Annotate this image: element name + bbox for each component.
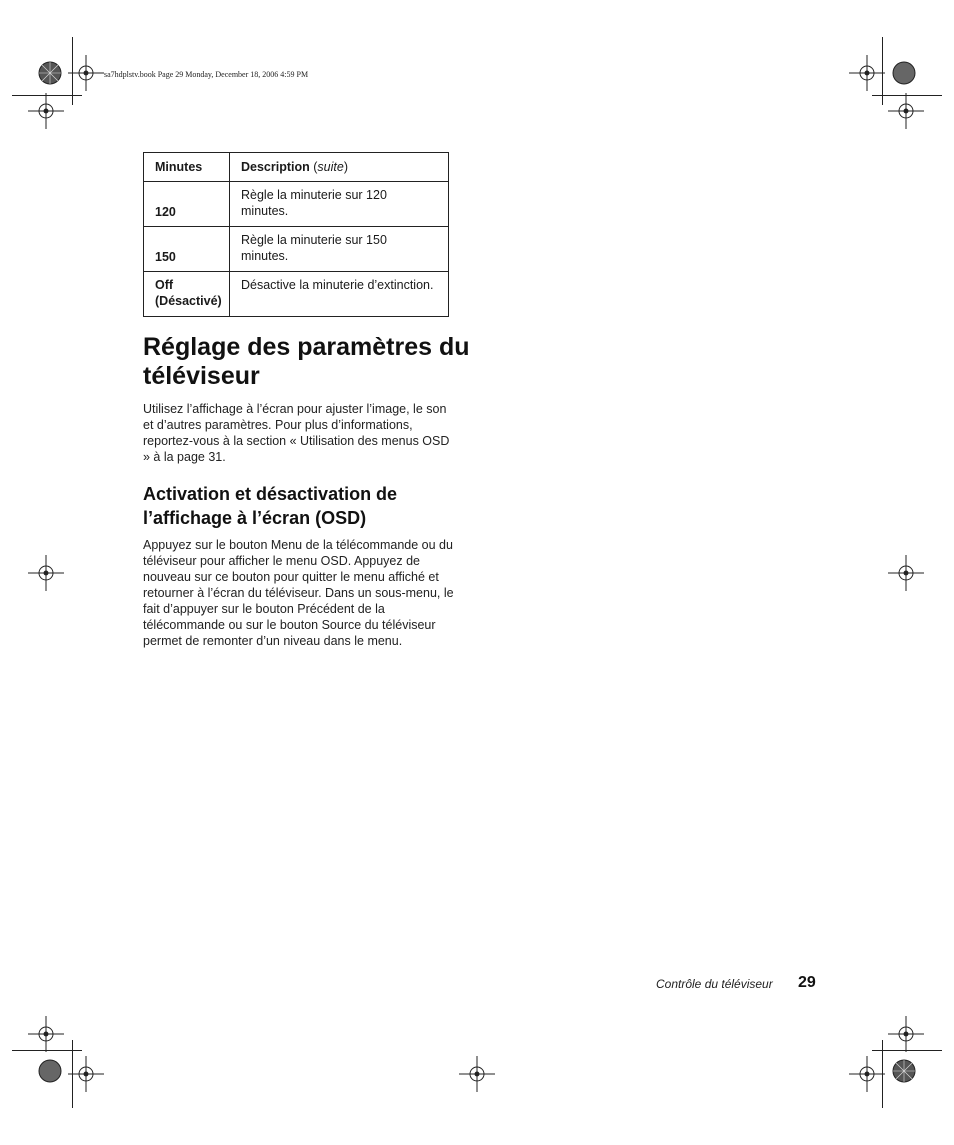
registration-mark-icon — [888, 1016, 924, 1052]
registration-mark-icon — [28, 1016, 64, 1052]
registration-mark-icon — [888, 93, 924, 129]
header-minutes: Minutes — [144, 153, 230, 182]
page-number: 29 — [798, 974, 816, 991]
registration-mark-icon — [849, 1056, 885, 1092]
registration-mark-icon — [888, 555, 924, 591]
row-minutes: 150 — [144, 227, 230, 272]
registration-mark-icon — [68, 55, 104, 91]
row-description: Règle la minuterie sur 120 minutes. — [230, 182, 449, 227]
table-row — [144, 227, 449, 272]
starburst-icon — [892, 1059, 916, 1083]
section-intro: Utilisez l’affichage à l’écran pour ajuster l’image, le son et d’autres paramètres. Pour plus d’informations, reportez-vous à la section « Utilisation des menus OSD » à la page 31. — [143, 402, 450, 464]
header-description-suffix: (suite) — [313, 160, 348, 174]
row-minutes: 120 — [144, 182, 230, 227]
row-minutes: Off (Désactivé) — [144, 272, 230, 317]
starburst-icon — [892, 61, 916, 85]
row-description: Désactive la minuterie d’extinction. — [230, 272, 449, 317]
subsection-title: Activation et désactivation de l’affichage à l’écran (OSD) — [143, 484, 398, 528]
table-row — [144, 272, 449, 317]
starburst-icon — [38, 1059, 62, 1083]
header-description-label: Description — [241, 160, 310, 174]
timer-table — [143, 152, 449, 317]
registration-mark-icon — [849, 55, 885, 91]
row-description: Règle la minuterie sur 150 minutes. — [230, 227, 449, 272]
table-row — [144, 182, 449, 227]
subsection-body: Appuyez sur le bouton Menu de la télécommande ou du téléviseur pour afficher le menu OSD. Appuyez de nouveau sur ce bouton pour quitter le menu affiché et retourner à l’écran du téléviseur. Dans un sous-menu, le fait d’appuyer sur le bouton Précédent de la télécommande ou sur le bouton Source du téléviseur permet de remonter d’un niveau dans le menu. — [143, 538, 454, 648]
print-header: sa7hdplstv.book Page 29 Monday, December 18, 2006 4:59 PM — [104, 70, 309, 79]
section-title: Réglage des paramètres du téléviseur — [143, 333, 470, 390]
starburst-icon — [38, 61, 62, 85]
registration-mark-icon — [459, 1056, 495, 1092]
registration-mark-icon — [28, 93, 64, 129]
header-description — [230, 153, 449, 182]
registration-mark-icon — [68, 1056, 104, 1092]
table-header-row — [144, 153, 449, 182]
footer-chapter: Contrôle du téléviseur — [656, 977, 773, 991]
registration-mark-icon — [28, 555, 64, 591]
